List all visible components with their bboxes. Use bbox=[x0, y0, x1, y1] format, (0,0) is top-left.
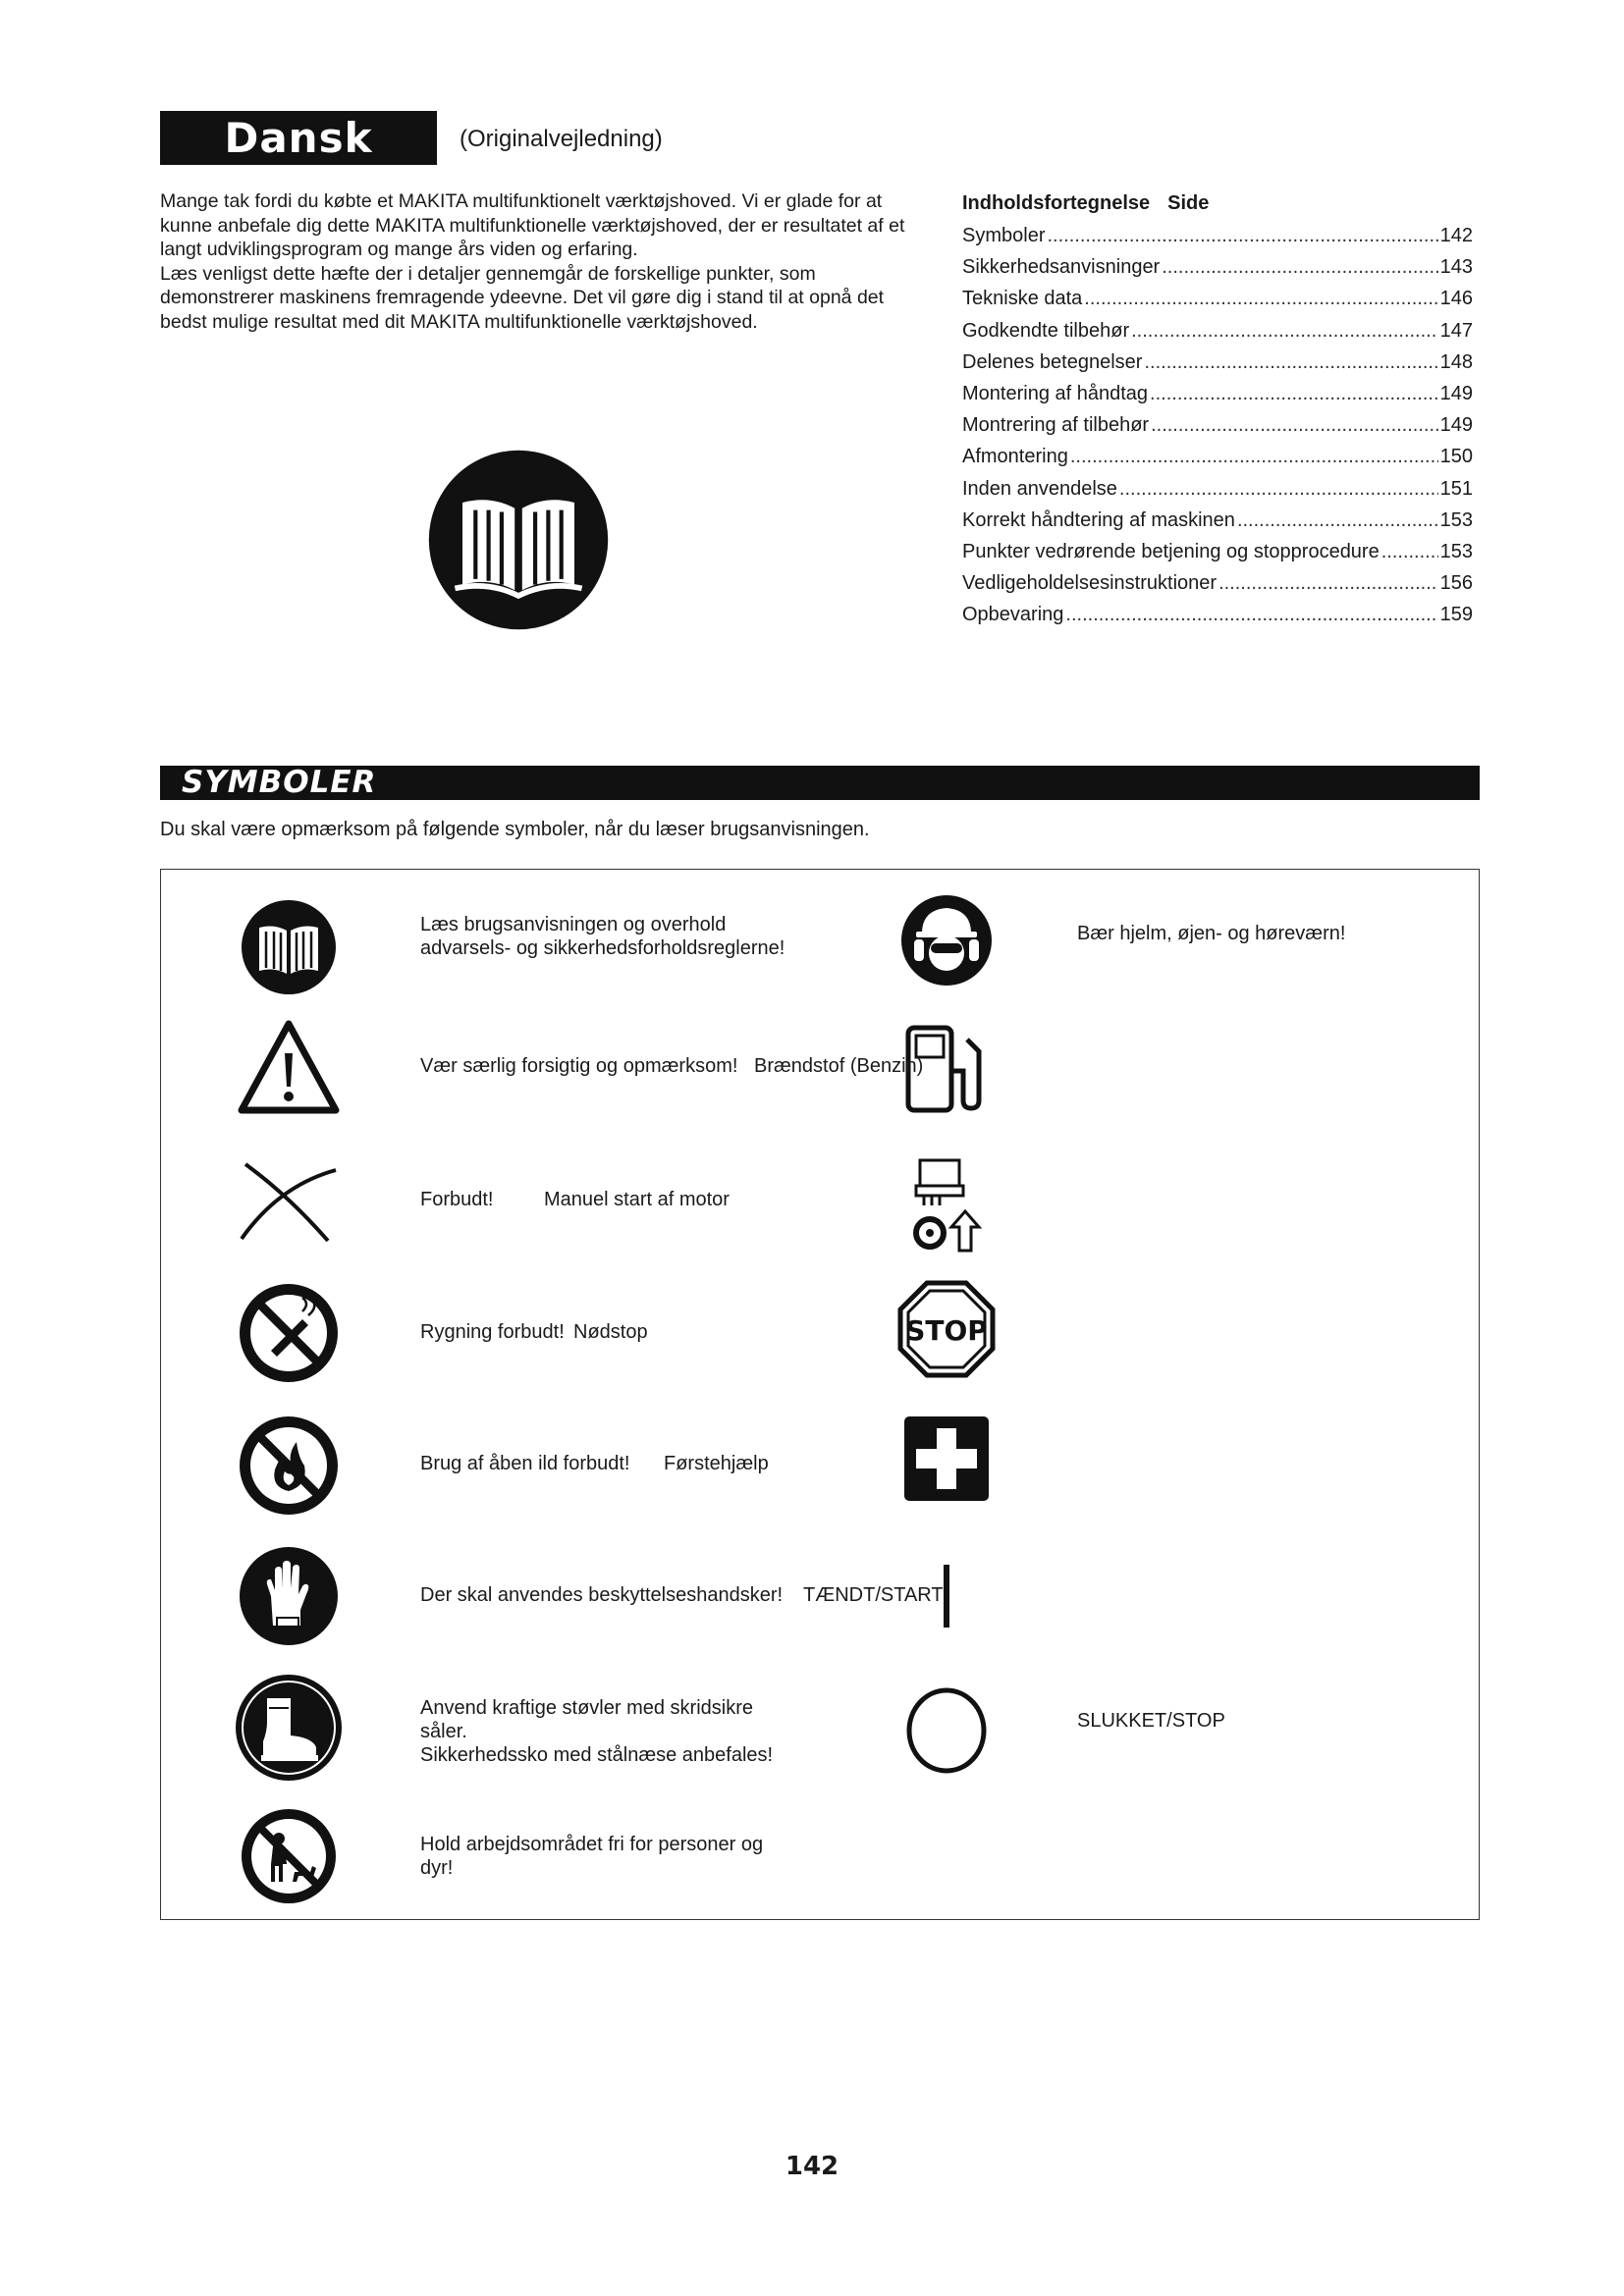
toc-entry-page: 147 bbox=[1439, 319, 1473, 342]
symbol-description: Der skal anvendes beskyttelseshandsker! bbox=[420, 1584, 784, 1606]
symbol-description: SLUKKET/STOP bbox=[1077, 1710, 1225, 1732]
toc-entry[interactable] bbox=[962, 446, 1473, 477]
toc-entry[interactable] bbox=[962, 225, 1473, 256]
no-open-flame-icon bbox=[238, 1415, 340, 1517]
toc-entry-label: Vedligeholdelsesinstruktioner bbox=[962, 572, 1218, 595]
symbol-description: Nødstop bbox=[573, 1321, 648, 1343]
toc-entry-label: Korrekt håndtering af maskinen bbox=[962, 508, 1235, 531]
symbol-description: Manuel start af motor bbox=[544, 1189, 730, 1210]
symbol-description: Rygning forbudt! bbox=[420, 1321, 565, 1343]
symbols-table bbox=[160, 869, 1480, 1920]
original-instructions-label: (Originalvejledning) bbox=[460, 126, 663, 152]
toc-entry[interactable] bbox=[962, 604, 1473, 635]
warning-triangle-icon bbox=[238, 1020, 340, 1114]
toc-entry-label: Tekniske data bbox=[962, 288, 1083, 310]
symbol-description: Forbudt! bbox=[420, 1189, 494, 1210]
toc-entry-page: 156 bbox=[1439, 572, 1473, 595]
first-aid-icon bbox=[902, 1415, 991, 1503]
gloves-icon bbox=[238, 1545, 340, 1647]
toc-entry-page: 146 bbox=[1439, 288, 1473, 310]
toc-entry[interactable] bbox=[962, 288, 1473, 319]
intro-text bbox=[160, 189, 906, 334]
toc-entry[interactable] bbox=[962, 256, 1473, 288]
toc-entry-label: Sikkerhedsanvisninger bbox=[962, 256, 1161, 279]
section-heading-symbols: SYMBOLER bbox=[160, 766, 1480, 800]
read-manual-icon bbox=[425, 447, 612, 633]
toc-entry-page: 148 bbox=[1439, 350, 1473, 373]
helmet-goggles-ear-protection-icon bbox=[900, 894, 993, 987]
toc-header bbox=[962, 192, 1473, 215]
on-start-icon bbox=[944, 1565, 949, 1628]
page-number: 142 bbox=[785, 2152, 839, 2181]
toc-entry-page: 151 bbox=[1439, 477, 1473, 500]
forbidden-cross-icon bbox=[240, 1156, 338, 1245]
table-of-contents bbox=[962, 192, 1473, 635]
symbol-description: Bær hjelm, øjen- og høreværn! bbox=[1077, 923, 1346, 944]
toc-entry-label: Opbevaring bbox=[962, 604, 1064, 626]
intro-paragraph-1: Mange tak fordi du købte et MAKITA multifunktionelt værktøjshoved. Vi er glade for at kunne anbefale dig dette MAKITA multifunktionelle værktøjshoved, der er resultatet af et langt udviklingsprogram og mange års viden og erfaring. bbox=[160, 190, 905, 260]
symbol-description: Hold arbejdsområdet fri for personer og dyr! bbox=[420, 1834, 764, 1879]
toc-entry-page: 150 bbox=[1439, 446, 1473, 468]
toc-entry[interactable] bbox=[962, 351, 1473, 383]
toc-entry[interactable] bbox=[962, 541, 1473, 572]
toc-entry[interactable] bbox=[962, 383, 1473, 414]
symbol-description: TÆNDT/START bbox=[803, 1584, 944, 1606]
toc-entry-label: Montering af håndtag bbox=[962, 382, 1149, 404]
symbol-description: Brug af åben ild forbudt! bbox=[420, 1453, 630, 1474]
toc-entry-label: Afmontering bbox=[962, 446, 1068, 468]
read-manual-icon bbox=[240, 898, 338, 996]
svg-text:STOP: STOP bbox=[905, 1314, 988, 1347]
toc-entry-label: Delenes betegnelser bbox=[962, 350, 1143, 373]
intro-paragraph-2: Læs venligst dette hæfte der i detaljer gennemgår de forskellige punkter, som demonstrerer maskinens fremragende ydeevne. Det vil gøre dig i stand til at opnå det bedst mulige resultat med dit MAKITA multifunktionelle værktøjshoved. bbox=[160, 262, 885, 333]
safety-boots-icon bbox=[234, 1673, 344, 1783]
toc-entry-page: 142 bbox=[1439, 225, 1473, 246]
keep-area-clear-icon bbox=[240, 1807, 338, 1905]
toc-entry-page: 143 bbox=[1439, 256, 1473, 279]
symbol-description: Læs brugsanvisningen og overhold advarsels- og sikkerhedsforholdsreglerne! bbox=[420, 914, 785, 959]
toc-entry-label: Montrering af tilbehør bbox=[962, 414, 1150, 437]
toc-entry[interactable] bbox=[962, 509, 1473, 541]
symbol-description: Brændstof (Benzin) bbox=[754, 1055, 924, 1077]
toc-entry[interactable] bbox=[962, 478, 1473, 509]
toc-page-label: Side bbox=[1167, 192, 1210, 214]
toc-entry[interactable] bbox=[962, 414, 1473, 446]
toc-entry-page: 149 bbox=[1439, 414, 1473, 437]
section-intro: Du skal være opmærksom på følgende symboler, når du læser brugsanvisningen. bbox=[160, 819, 870, 840]
toc-entry-label: Godkendte tilbehør bbox=[962, 319, 1130, 342]
toc-entry-page: 153 bbox=[1439, 508, 1473, 531]
toc-entry-page: 153 bbox=[1439, 540, 1473, 562]
toc-entry[interactable] bbox=[962, 572, 1473, 604]
toc-entry-page: 149 bbox=[1439, 382, 1473, 404]
toc-entry-label: Inden anvendelse bbox=[962, 477, 1117, 500]
symbol-description: Førstehjælp bbox=[664, 1453, 769, 1474]
symbol-description: Vær særlig forsigtig og opmærksom! bbox=[420, 1055, 738, 1077]
toc-entry-label: Symboler bbox=[962, 225, 1046, 246]
toc-entry-label: Punkter vedrørende betjening og stopprocedure bbox=[962, 540, 1380, 562]
manual-engine-start-icon bbox=[910, 1156, 983, 1255]
stop-sign-icon bbox=[897, 1280, 996, 1378]
language-banner: Dansk bbox=[160, 111, 437, 165]
symbol-description: Anvend kraftige støvler med skridsikre såler. Sikkerhedssko med stålnæse anbefales! bbox=[420, 1697, 774, 1766]
toc-title: Indholdsfortegnelse bbox=[962, 192, 1151, 214]
off-stop-icon bbox=[905, 1686, 988, 1775]
toc-entry-page: 159 bbox=[1439, 604, 1473, 626]
no-smoking-icon bbox=[238, 1282, 340, 1384]
toc-entry[interactable] bbox=[962, 320, 1473, 351]
